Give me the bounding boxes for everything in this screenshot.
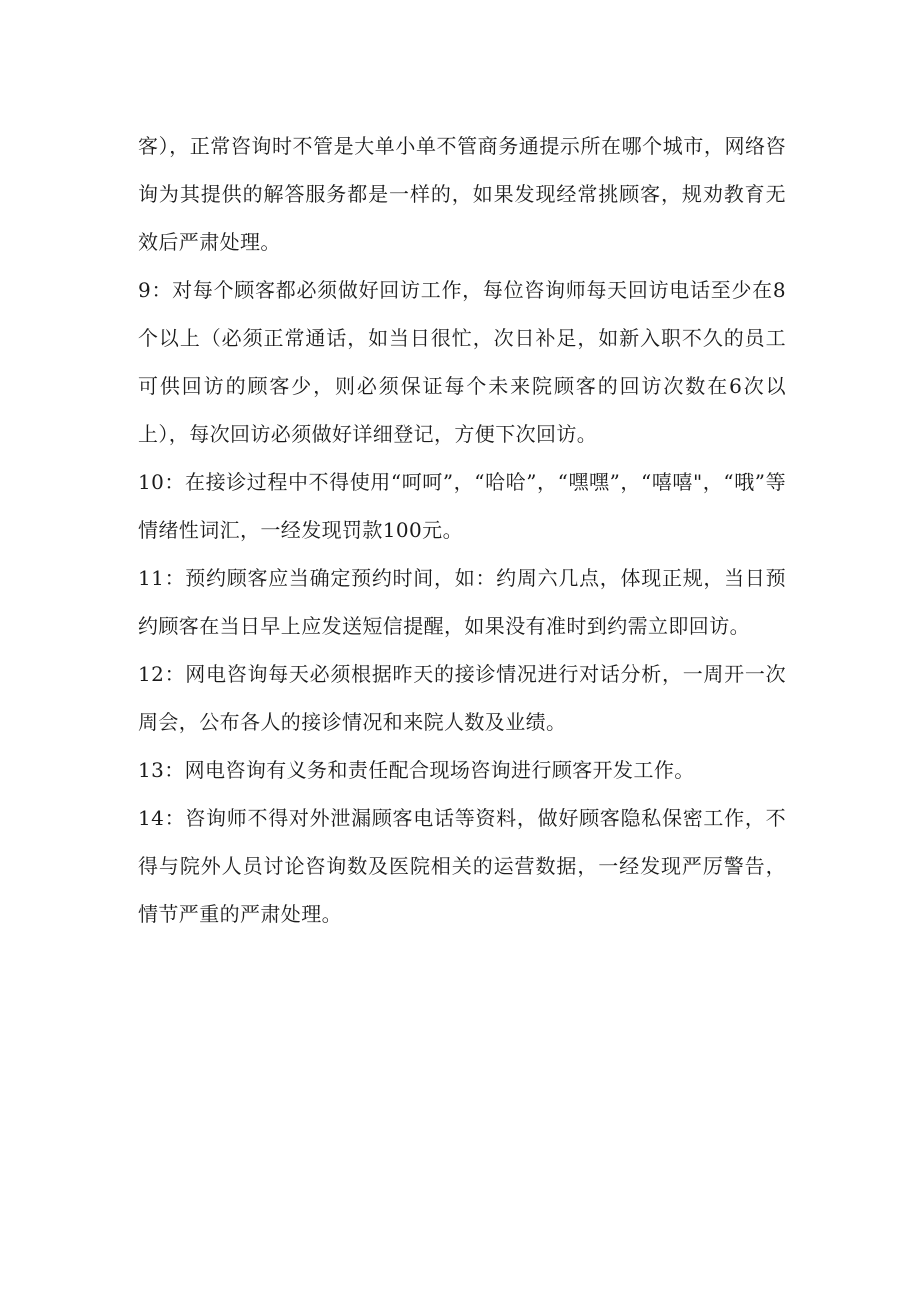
- paragraph-rule-13: 13：网电咨询有义务和责任配合现场咨询进行顾客开发工作。: [138, 758, 695, 782]
- paragraph-rule-9: 9：对每个顾客都必须做好回访工作，每位咨询师每天回访电话至少在8个以上（必须正常通话，如当日很忙，次日补足，如新入职不久的员工可供回访的顾客少，则必须保证每个未来院顾客的回访次数在6次以上），每次回访必须做好详细登记，方便下次回访。: [138, 278, 786, 446]
- paragraph-rule-14: 14：咨询师不得对外泄漏顾客电话等资料，做好顾客隐私保密工作，不得与院外人员讨论咨询数及医院相关的运营数据，一经发现严厉警告，情节严重的严肃处理。: [138, 806, 786, 926]
- paragraph-rule-11: 11：预约顾客应当确定预约时间，如：约周六几点，体现正规，当日预约顾客在当日早上应发送短信提醒，如果没有准时到约需立即回访。: [138, 566, 786, 638]
- paragraph-rule-12: 12：网电咨询每天必须根据昨天的接诊情况进行对话分析，一周开一次周会，公布各人的接诊情况和来院人数及业绩。: [138, 662, 786, 734]
- document-body: [138, 122, 786, 938]
- paragraph-rule-10: 10：在接诊过程中不得使用“呵呵”，“哈哈”，“嘿嘿”，“嘻嘻"，“哦”等情绪性词汇，一经发现罚款100元。: [138, 470, 786, 542]
- paragraph-continuation: 客），正常咨询时不管是大单小单不管商务通提示所在哪个城市，网络咨询为其提供的解答服务都是一样的，如果发现经常挑顾客，规劝教育无效后严肃处理。: [138, 134, 786, 254]
